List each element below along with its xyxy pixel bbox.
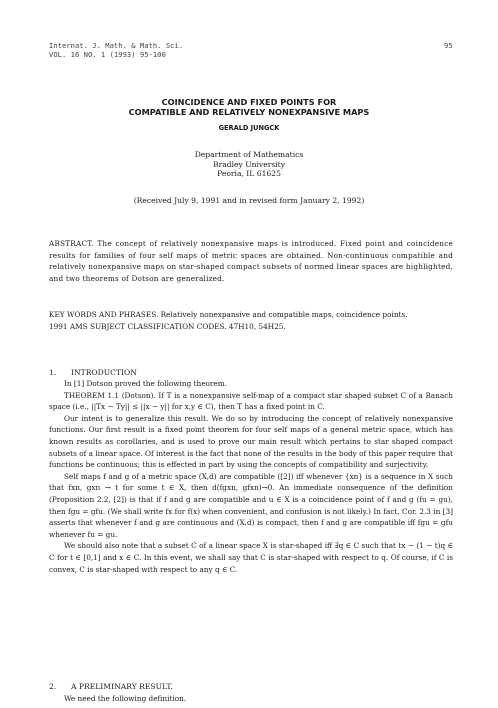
page-number: 95 xyxy=(444,41,453,50)
title-line-2: COMPATIBLE AND RELATIVELY NONEXPANSIVE MAPS xyxy=(128,107,370,117)
received-dates: (Received July 9, 1991 and in revised form January 2, 1992) xyxy=(133,196,365,205)
title-line-1: COINCIDENCE AND FIXED POINTS FOR xyxy=(161,97,337,107)
paper-title xyxy=(0,97,498,117)
affiliation-dept: Department of Mathematics xyxy=(194,150,304,159)
section-2-heading xyxy=(49,682,173,691)
journal-line-1: Internat. J. Math. & Math. Sci. xyxy=(49,41,184,50)
intro-paragraph-1: In [1] Dotson proved the following theorem. xyxy=(64,379,227,388)
intro-paragraph-4: We should also note that a subset C of a linear space X is star-shaped iff ∃q ∈ C such that tx − (1 − t)q ∈ C for t ∈ [0,1] and x ∈ C. In this event, we shall say that C is star-shaped with respect to q. Of course, if C is convex, C is star-shaped with respect to any q ∈ C. xyxy=(49,541,453,574)
section-2-paragraph-1: We need the following definition. xyxy=(64,694,187,703)
author-name: GERALD JUNGCK xyxy=(218,124,280,132)
intro-paragraph-3: Self maps f and g of a metric space (X,d) are compatible ([2]) iff whenever {xn} is a sequence in X such that fxn, gxn → t for some t ∈ X, then d(fgxn, gfxn)→0. An immediate consequence of the definition (Proposition 2.2, [2]) is that if f and g are compatible and u ∈ X is a coincidence point of f and g (fu = gu), then fgu = gfu. (We shall write fx for f(x) when convenient, and confusion is not likely.) In fact, Cor. 2.3 in [3] asserts that whenever f and g are continuous and (X,d) is compact, then f and g are compatible iff fgu = gfu whenever fu = gu. xyxy=(49,471,453,539)
abstract xyxy=(49,238,453,284)
section-2-number: 2. xyxy=(49,682,57,691)
keywords: KEY WORDS AND PHRASES. Relatively nonexpansive and compatible maps, coincidence points. xyxy=(49,310,408,319)
section-2-title: A PRELIMINARY RESULT. xyxy=(71,682,173,691)
section-1-number: 1. xyxy=(49,368,57,377)
affiliation-univ: Bradley University xyxy=(212,159,286,169)
ams-classification: 1991 AMS SUBJECT CLASSIFICATION CODES. 47H10, 54H25. xyxy=(49,321,286,331)
journal-citation xyxy=(49,41,183,59)
section-1-heading xyxy=(49,368,137,377)
affiliation xyxy=(0,150,498,179)
journal-line-2: VOL. 16 NO. 1 (1993) 95-100 xyxy=(49,50,166,59)
abstract-text: ABSTRACT. The concept of relatively nonexpansive maps is introduced. Fixed point and coincidence results for families of four self maps of metric spaces are obtained. Non-continuous compatible and relatively nonexpansive maps on star-shaped compact subsets of normed linear spaces are highlighted, and two theorems of Dotson are generalized. xyxy=(49,239,453,283)
section-1-title: INTRODUCTION xyxy=(71,368,137,377)
intro-paragraph-2: Our intent is to generalize this result. We do so by introducing the concept of relatively nonexpansive functions. Our first result is a fixed point theorem for four self maps of a general metric space, which has known results as corollaries, and is used to prove our main result which pertains to star shaped compact subsets of a linear space. Of interest is the fact that none of the results in the body of this paper require that functions be continuous; this is effected in part by using the concepts of compatibility and surjectivity. xyxy=(49,413,453,470)
section-1-body xyxy=(49,378,453,575)
section-2-body xyxy=(49,693,453,705)
theorem-1-1: THEOREM 1.1 (Dotson). If T is a nonexpansive self-map of a compact star shaped subset C of a Banach space (i.e., ||Tx − Ty|| ≤ ||x − y|| for x,y ∈ C), then T has a fixed point in C. xyxy=(49,390,453,412)
affiliation-city: Peoria, IL 61625 xyxy=(217,169,281,178)
keywords-block xyxy=(49,309,453,332)
